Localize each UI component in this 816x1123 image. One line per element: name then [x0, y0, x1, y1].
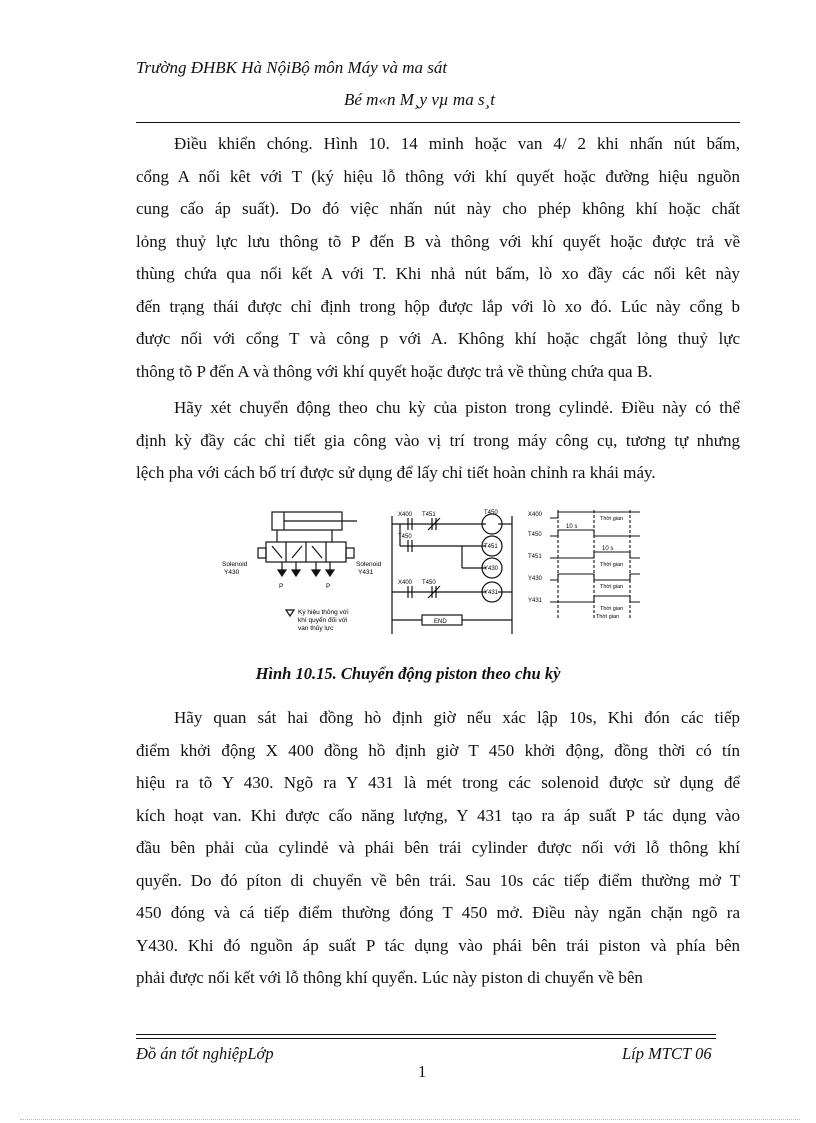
solenoid-left	[258, 548, 266, 558]
note-line-3: van thủy lực	[298, 625, 334, 632]
label-solenoid-left: Solenoid	[222, 561, 248, 568]
label-solenoid-right: Solenoid	[356, 561, 382, 568]
text-line: kích hoạt van. Khi được cấo năng lượng, Y 431 tạo ra áp suất P tác dụng vào	[136, 805, 740, 825]
timing-time-label: Thời gian	[600, 606, 624, 612]
text-line: Hãy quan sát hai đồng hò định giờ nếu xác lập 10s, Khi đón các tiếp	[174, 708, 740, 727]
timing-label-t451: T451	[528, 554, 542, 560]
text-line: Điều khiển chóng. Hình 10. 14 minh hoặc van 4/ 2 khi nhấn nút bấm,	[174, 134, 740, 153]
text-line: đầu bên phải của cylindẻ và phái bên trái cylinder được nối với lỗ thông khí	[136, 838, 740, 857]
page-bottom-border	[20, 1119, 800, 1120]
text-line: hiệu ra tõ Y 430. Ngõ ra Y 431 là mét trong các solenoid được sử dụng để	[136, 773, 740, 792]
timing-10s-a: 10 s	[566, 524, 578, 530]
paragraph-1	[136, 128, 740, 388]
text-line: Hãy xét chuyển động theo chu kỳ của piston trong cylindẻ. Điều này có thể	[174, 398, 740, 417]
ladder-label-x400b: X400	[398, 580, 413, 586]
timing-time-label: Thời gian	[600, 516, 624, 522]
timing-diagram	[550, 510, 640, 618]
header-rule	[136, 122, 740, 123]
paragraph-2	[136, 392, 740, 490]
label-p1: P	[279, 583, 284, 590]
ladder-diagram	[392, 514, 512, 634]
ladder-label-y431: Y431	[484, 590, 499, 596]
text-line: lỏng thuỷ lực lưu thông tõ P đến B và thông với khí quyết hoặc được trả về	[136, 231, 740, 251]
ladder-label-t450: T450	[484, 510, 498, 516]
label-p2: P	[326, 583, 331, 590]
ladder-label-end: END	[434, 619, 447, 625]
figure-piston-diagram	[222, 506, 640, 646]
timing-label-x400: X400	[528, 512, 543, 518]
header-institution: Trường ĐHBK Hà NộiBộ môn Máy và ma sát	[136, 58, 448, 77]
ladder-label-t450c: T450	[422, 580, 436, 586]
text-line: lệch pha với cách bố trí được sử dụng để lấy chỉ tiết hoàn chỉnh ra khái máy.	[136, 463, 656, 482]
label-y431-right: Y431	[358, 569, 374, 576]
text-line: cổng A nối kêt với T (ký hiệu lỗ thông với khí quyết hoặc đường hiệu nguồn	[136, 166, 740, 186]
timing-label-y431: Y431	[528, 598, 543, 604]
ladder-label-y430: Y430	[484, 566, 499, 572]
footer-rule	[136, 1034, 716, 1035]
solenoid-right	[346, 548, 354, 558]
timing-10s-b: 10 s	[602, 546, 614, 552]
timing-time-label: Thời gian	[600, 584, 624, 590]
text-line: phải được nối kết với lỗ thông khí quyển. Lúc này piston di chuyển về bên	[136, 968, 643, 987]
ladder-label-x400: X400	[398, 512, 413, 518]
figure-caption: Hình 10.15. Chuyển động piston theo chu kỳ	[255, 664, 561, 683]
text-line: 450 đóng và cá tiếp điểm thường đóng T 450 mở. Điều này ngăn chặn ngõ ra	[136, 903, 740, 922]
text-line: điểm khởi động X 400 đồng hồ định giờ T 450 khởi động, đồng thời có tín	[136, 740, 740, 760]
paragraph-3	[136, 702, 740, 995]
timing-time-label: Thời gian	[600, 562, 624, 568]
timing-time-label: Thời gian	[596, 614, 620, 620]
footer-right: Líp MTCT 06	[622, 1044, 712, 1063]
text-line: đến trạng thái được chỉ định trong hộp được lắp với lò xo đó. Lúc này cổng b	[136, 296, 740, 316]
note-line-1: Ký hiệu thông với	[298, 609, 349, 616]
cylinder-valve-schematic	[258, 512, 357, 616]
text-line: được nối với cổng T và công p với A. Không khí hoặc chgất lỏng thuỷ lực	[136, 329, 740, 348]
footer-rule	[136, 1038, 716, 1039]
label-y430-left: Y430	[224, 569, 240, 576]
text-line: quyển. Do đó píton di chuyển về bên trái. Sau 10s các tiếp điểm thường mở T	[136, 870, 740, 890]
text-line: cung cấo áp suất). Do đó việc nhấn nút này cho phép không khí hoặc chất	[136, 199, 740, 218]
text-line: Y430. Khi đó nguồn áp suất P tác dụng vào phái bên trái piston và phía bên	[136, 935, 740, 955]
timing-label-t450: T450	[528, 532, 542, 538]
text-line: định kỳ đầy các chỉ tiết gia công vào vị trí trong máy công cụ, tương tự nhưng	[136, 430, 740, 450]
text-line: thùng chứa qua nối kết A với T. Khi nhả nút bấm, lò xo đầy các nối kêt này	[136, 264, 740, 283]
note-line-2: khí quyển đối với	[298, 617, 348, 624]
text-line: thông tõ P đến A và thông với khí quyết hoặc được trả về thùng chứa qua B.	[136, 361, 653, 381]
ladder-label-t451: T451	[422, 512, 436, 518]
footer-left: Đồ án tốt nghiệpLớp	[136, 1044, 274, 1063]
header-department: Bé m«n M¸y vµ ma s¸t	[344, 90, 495, 109]
timing-label-y430: Y430	[528, 576, 543, 582]
ladder-label-t450b: T450	[398, 534, 412, 540]
page-number: 1	[418, 1062, 427, 1081]
ladder-label-t451b: T451	[484, 544, 498, 550]
